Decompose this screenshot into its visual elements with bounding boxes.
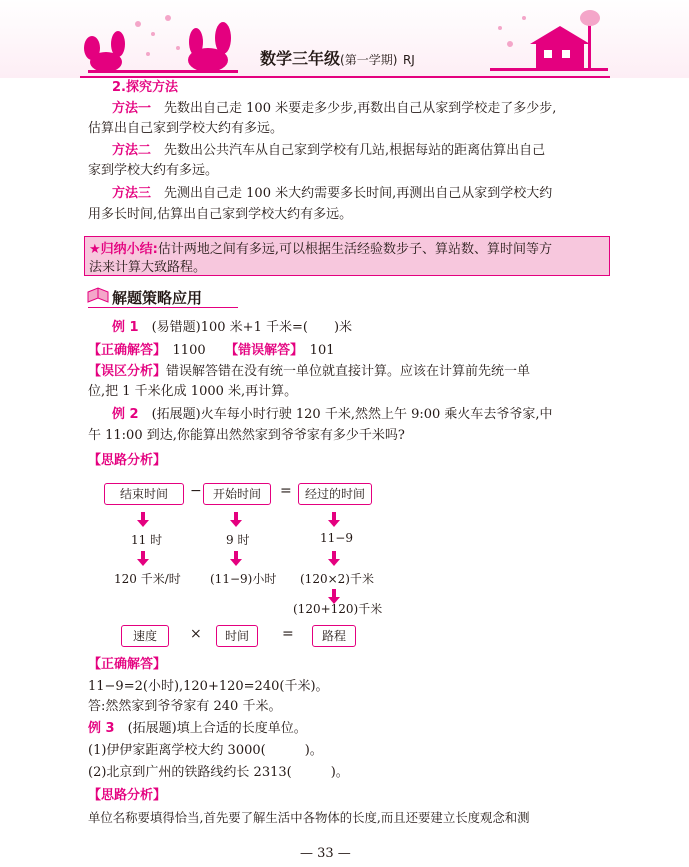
example-1-answers <box>88 341 335 361</box>
summary-line2: 法来计算大致路程。 <box>89 260 207 275</box>
example-3-item2: (2)北京到广州的铁路线约长 2313( )。 <box>88 765 349 780</box>
analysis-line-3: 单位名称要填得恰当,首先要了解生活中各物体的长度,而且还要建立长度观念和测 <box>88 810 530 825</box>
sum-value: (120+120)千米 <box>293 602 383 616</box>
minus-sign: − <box>190 483 202 499</box>
book-icon <box>86 286 110 306</box>
example-2-label: 例 2 <box>112 407 139 422</box>
correct-label-1: 【正确解答】 <box>88 343 160 358</box>
strategy-underline <box>88 307 238 308</box>
strategy-heading: 解题策略应用 <box>112 289 203 307</box>
method-3-line2: 用多长时间,估算出自己家到学校大约有多远。 <box>88 207 353 222</box>
times-sign: × <box>190 626 202 642</box>
summary-line1 <box>89 238 552 257</box>
answer-line2: 答:然然家到爷爷家有 240 千米。 <box>88 699 282 714</box>
equals-sign-2: = <box>282 626 294 642</box>
wrong-value-1: 101 <box>309 343 335 358</box>
example-3-text: (拓展题)填上合适的长度单位。 <box>127 721 307 736</box>
book-title-edition: RJ <box>402 53 415 67</box>
header-house-decoration <box>490 4 610 76</box>
example-3-question <box>88 719 307 739</box>
equals-sign: = <box>280 483 292 499</box>
header-plant-decoration <box>78 4 248 76</box>
summary-box <box>84 236 610 276</box>
method-1-text: 先数出自己走 100 米要走多少步,再数出自己从家到学校走了多少步, <box>164 101 557 116</box>
mistake-text1: 错误解答错在没有统一单位就直接计算。应该在计算前先统一单 <box>166 364 531 379</box>
time-box: 时间 <box>216 625 258 647</box>
mistake-analysis-line2: 位,把 1 千米化成 1000 米,再计算。 <box>88 384 298 399</box>
end-time-value: 11 时 <box>131 533 163 547</box>
example-2-line1 <box>112 405 553 425</box>
method-1-line2: 估算出自己家到学校大约有多远。 <box>88 121 284 136</box>
speed-box: 速度 <box>121 625 169 647</box>
book-title-semester: (第一学期) <box>340 53 398 67</box>
method-2-label: 方法二 <box>112 143 152 158</box>
method-1-label: 方法一 <box>112 101 152 116</box>
page-number: — 33 — <box>300 846 351 861</box>
distance-box: 路程 <box>312 625 356 647</box>
method-2-text: 先数出公共汽车从自己家到学校有几站,根据每站的距离估算出自己 <box>164 143 546 158</box>
example-3-item1: (1)伊伊家距离学校大约 3000( )。 <box>88 743 323 758</box>
end-time-box: 结束时间 <box>104 483 184 505</box>
example-3-label: 例 3 <box>88 721 115 736</box>
method-3-line1 <box>112 184 552 204</box>
hours-value: (11−9)小时 <box>210 572 277 586</box>
method-3-text: 先测出自己走 100 米大约需要多长时间,再测出自己从家到学校大约 <box>164 186 553 201</box>
method-2-line2: 家到学校大约有多远。 <box>88 163 219 178</box>
book-title-main: 数学三年级 <box>260 49 341 68</box>
example-2-line2: 午 11:00 到达,你能算出然然家到爷爷家有多少千米吗? <box>88 428 405 443</box>
wrong-label-1: 【错误解答】 <box>231 343 297 358</box>
correct-value-1: 1100 <box>172 343 206 358</box>
correct-label-2: 【正确解答】 <box>88 657 167 672</box>
method-3-label: 方法三 <box>112 186 152 201</box>
method-1-line1 <box>112 99 556 119</box>
analysis-label-2: 【思路分析】 <box>88 453 167 468</box>
mistake-label: 【误区分析】 <box>88 364 167 379</box>
method-2-line1 <box>112 141 545 161</box>
example-1-label: 例 1 <box>112 320 139 335</box>
start-time-value: 9 时 <box>226 533 250 547</box>
book-title <box>260 46 415 69</box>
example-1-text: (易错题)100 米+1 千米=( )米 <box>151 320 353 335</box>
example-1-question <box>112 318 352 338</box>
summary-text1: 估计两地之间有多远,可以根据生活经验数步子、算站数、算时间等方 <box>157 242 552 257</box>
answer-line1: 11−9=2(小时),120+120=240(千米)。 <box>88 679 329 694</box>
section-heading: 2.探究方法 <box>112 80 178 95</box>
start-time-box: 开始时间 <box>203 483 271 505</box>
summary-label: ★归纳小结: <box>89 242 158 257</box>
example-2-text: (拓展题)火车每小时行驶 120 千米,然然上午 9:00 乘火车去爷爷家,中 <box>151 407 553 422</box>
product-value: (120×2)千米 <box>300 572 374 586</box>
mistake-analysis-line1 <box>88 362 530 382</box>
elapsed-time-value: 11−9 <box>320 531 353 545</box>
analysis-label-3: 【思路分析】 <box>88 788 167 803</box>
speed-value: 120 千米/时 <box>114 572 181 586</box>
elapsed-time-box: 经过的时间 <box>298 483 372 505</box>
